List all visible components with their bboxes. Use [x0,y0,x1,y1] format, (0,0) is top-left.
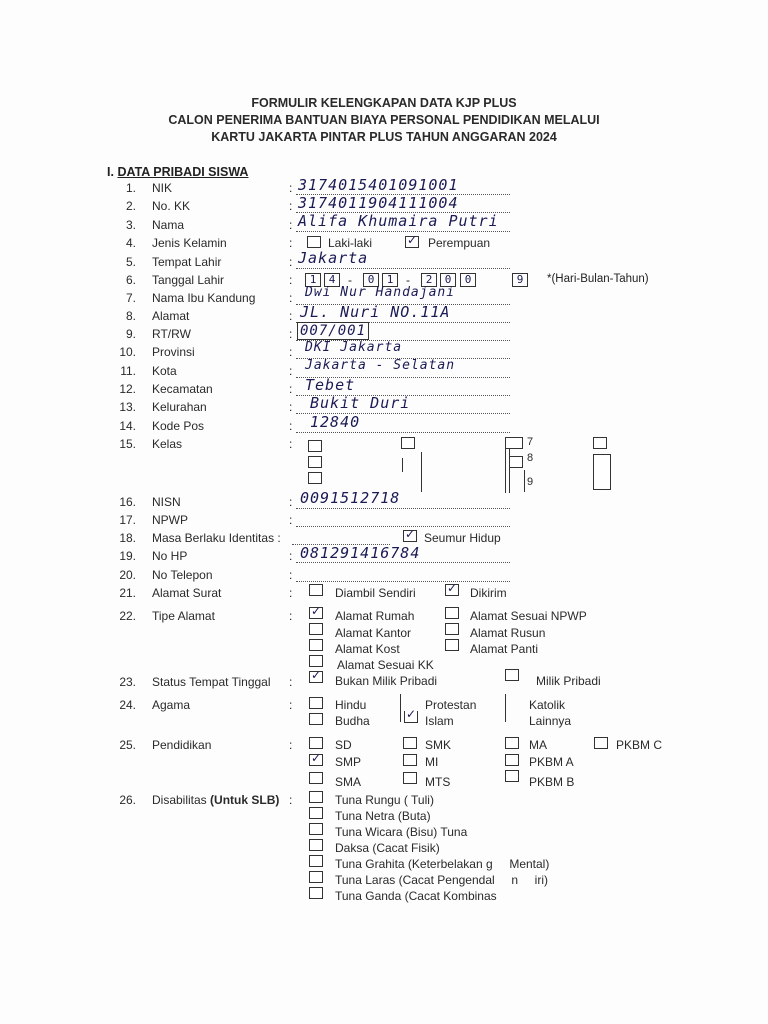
tipe-alamat-npwp-checkbox[interactable] [445,607,459,619]
pendidikan-sma-label: SMA [335,775,362,789]
kelas-8-label: 8 [527,452,534,464]
field-agama-label: Agama [152,698,191,712]
field-3-number: 3. [125,218,136,232]
field-kota-label: Kota [152,364,177,378]
tipe-alamat-rusun-checkbox[interactable] [445,623,459,635]
pendidikan-smp-label: SMP [335,755,362,769]
disabilitas-option: Daksa (Cacat Fisik) [335,841,440,855]
field-20-number: 20. [119,568,136,582]
agama-protestan-box[interactable] [400,694,401,722]
field-nama-value[interactable]: Alifa Khumaira Putri [298,212,499,230]
field-masa-berlaku-label: Masa Berlaku Identitas : [152,531,281,545]
field-14-number: 14. [119,419,136,433]
field-provinsi-label: Provinsi [152,345,195,359]
dob-year-1[interactable]: 2 [421,273,437,287]
pendidikan-pkbma-label: PKBM A [529,755,574,769]
agama-hindu-checkbox[interactable] [309,697,323,709]
agama-budha-checkbox[interactable] [309,713,323,725]
form-title-line2: CALON PENERIMA BANTUAN BIAYA PERSONAL PENDIDIKAN MELALUI [168,113,600,127]
agama-lainnya-label: Lainnya [529,714,572,728]
disabilitas-checkbox[interactable] [309,887,323,899]
colon: : [289,738,293,752]
field-nama-label: Nama [152,218,185,232]
seumur-hidup-label: Seumur Hidup [424,531,501,545]
field-19-number: 19. [119,549,136,563]
gender-male-label: Laki-laki [328,236,373,250]
dob-separator: - [406,273,410,287]
tipe-alamat-npwp-label: Alamat Sesuai NPWP [470,609,587,623]
alamat-surat-dikirim-label: Dikirim [470,586,507,600]
field-7-number: 7. [125,291,136,305]
tipe-alamat-kantor-label: Alamat Kantor [335,626,412,640]
disabilitas-option: Tuna Ganda (Cacat Kombinas [335,889,497,903]
field-kelas-label: Kelas [152,437,183,451]
colon: : [289,495,293,509]
pendidikan-ma-label: MA [529,738,547,752]
field-provinsi-value[interactable]: DKI Jakarta [305,340,403,355]
pendidikan-pkbmb-checkbox[interactable] [505,770,519,782]
field-13-number: 13. [119,400,136,414]
agama-budha-label: Budha [335,714,370,728]
gender-female-label: Perempuan [428,236,491,250]
pendidikan-sd-checkbox[interactable] [309,737,323,749]
colon: : [289,675,293,689]
field-ibu-label: Nama Ibu Kandung [152,291,256,305]
field-nisn-value[interactable]: 0091512718 [300,489,401,507]
pendidikan-pkbma-checkbox[interactable] [505,754,519,766]
field-alamat-label: Alamat [152,309,190,323]
section-title: DATA PRIBADI SISWA [117,165,249,179]
kelas-line [421,452,422,492]
field-9-number: 9. [125,327,136,341]
pendidikan-mi-checkbox[interactable] [403,754,417,766]
field-nik-value[interactable]: 3174015401091001 [298,176,459,194]
field-nisn-label: NISN [152,495,181,509]
field-kelurahan-label: Kelurahan [152,400,207,414]
field-alamat-value[interactable]: JL. Nuri NO.11A [300,303,451,321]
field-kecamatan-label: Kecamatan [152,382,213,396]
field-8-number: 8. [125,309,136,323]
colon: : [289,793,293,807]
tipe-alamat-panti-label: Alamat Panti [470,642,539,656]
pendidikan-mts-checkbox[interactable] [403,772,417,784]
kelas-checkbox[interactable] [593,437,607,449]
colon: : [289,364,293,378]
field-nama-line [296,230,510,232]
kelas-7-label: 7 [527,436,534,448]
field-12-number: 12. [119,382,136,396]
tipe-alamat-panti-checkbox[interactable] [445,639,459,651]
dob-format-note: *(Hari-Bulan-Tahun) [547,273,649,285]
pendidikan-pkbmc-label: PKBM C [616,738,663,752]
tipe-alamat-kost-checkbox[interactable] [309,639,323,651]
tipe-alamat-kantor-checkbox[interactable] [309,623,323,635]
agama-islam-label: Islam [425,714,454,728]
field-telepon-label: No Telepon [152,568,213,582]
field-tempat-lahir-label: Tempat Lahir [152,255,222,269]
kelas-checkbox[interactable] [308,440,322,452]
kelas-checkbox[interactable] [401,437,415,449]
colon: : [289,181,293,195]
pendidikan-mi-label: MI [425,755,439,769]
kelas-checkbox[interactable] [593,454,611,490]
field-nisn-line [296,507,510,509]
status-milik-label: Milik Pribadi [536,674,601,688]
agama-islam-checkbox[interactable] [404,711,418,723]
field-alamat-surat-label: Alamat Surat [152,586,222,600]
disabilitas-option: Tuna Grahita (Keterbelakan g Mental) [335,857,550,871]
disabilitas-option: Tuna Laras (Cacat Pengendal n iri) [335,873,548,887]
field-kk-value[interactable]: 3174011904111004 [298,194,459,212]
field-nohp-value[interactable]: 081291416784 [300,544,421,562]
field-6-number: 6. [125,273,136,287]
pendidikan-smk-checkbox[interactable] [403,737,417,749]
colon: : [289,199,293,213]
alamat-surat-diambil-label: Diambil Sendiri [335,586,416,600]
field-nohp-label: No HP [152,549,188,563]
colon: : [289,400,293,414]
field-24-number: 24. [119,698,136,712]
field-rtrw-label: RT/RW [152,327,191,341]
field-kodepos-label: Kode Pos [152,419,205,433]
colon: : [289,273,293,287]
kelas-checkbox[interactable] [308,456,322,468]
field-kk-label: No. KK [152,199,191,213]
colon: : [289,327,293,341]
field-kecamatan-value[interactable]: Tebet [305,376,356,394]
dob-year-3[interactable]: 0 [460,273,476,287]
disabilitas-checkbox[interactable] [309,871,323,883]
dob-separator: - [348,273,352,287]
field-kodepos-line [296,431,510,433]
disabilitas-checkbox[interactable] [309,855,323,867]
colon: : [289,609,293,623]
dob-year-2[interactable]: 0 [440,273,456,287]
disabilitas-checkbox[interactable] [309,807,323,819]
dob-month-2[interactable]: 1 [382,273,398,287]
field-rtrw-value[interactable]: 007/001 [297,322,369,340]
form-title-line3: KARTU JAKARTA PINTAR PLUS TAHUN ANGGARAN 2024 [211,130,557,144]
kelas-checkbox[interactable] [308,472,322,484]
field-17-number: 17. [119,513,136,527]
tipe-alamat-kk-checkbox[interactable] [309,655,323,667]
field-25-number: 25. [119,738,136,752]
kelas-line [524,470,525,492]
status-milik-checkbox[interactable] [505,669,519,681]
colon: : [289,218,293,232]
dob-day-1[interactable]: 1 [305,273,321,287]
seumur-hidup-checkbox[interactable] [403,530,417,542]
dob-day-2[interactable]: 4 [324,273,340,287]
field-tipe-alamat-label: Tipe Alamat [152,609,215,623]
colon: : [289,698,293,712]
colon: : [289,437,293,451]
kelas-line [402,458,403,472]
field-tanggal-lahir-label: Tanggal Lahir [152,273,225,287]
colon: : [289,291,293,305]
tipe-alamat-kk-label: Alamat Sesuai KK [337,658,434,672]
disabilitas-checkbox[interactable] [309,839,323,851]
colon: : [289,549,293,563]
pendidikan-sma-checkbox[interactable] [309,772,323,784]
disabilitas-option: Tuna Netra (Buta) [335,809,431,823]
pendidikan-smk-label: SMK [425,738,452,752]
disabilitas-label-bold: (Untuk SLB) [210,793,280,807]
pendidikan-sd-label: SD [335,738,352,752]
colon: : [289,586,293,600]
dob-month-1[interactable]: 0 [363,273,379,287]
pendidikan-smp-checkbox[interactable] [309,754,323,766]
disabilitas-option: Tuna Rungu ( Tuli) [335,793,434,807]
field-15-number: 15. [119,437,136,451]
field-kelurahan-value[interactable]: Bukit Duri [310,394,411,412]
colon: : [289,345,293,359]
field-disabilitas-label [152,793,279,807]
field-kota-value[interactable]: Jakarta - Selatan [305,358,456,373]
field-1-number: 1. [125,181,136,195]
field-nik-label: NIK [152,181,173,195]
form-title-line1: FORMULIR KELENGKAPAN DATA KJP PLUS [251,96,517,110]
gender-male-checkbox[interactable] [307,236,321,248]
colon: : [289,419,293,433]
colon: : [289,236,293,250]
gender-female-checkbox[interactable] [405,236,419,248]
tipe-alamat-rusun-label: Alamat Rusun [470,626,546,640]
alamat-surat-dikirim-checkbox[interactable] [445,584,459,596]
field-18-number: 18. [119,531,136,545]
tipe-alamat-rumah-checkbox[interactable] [309,607,323,619]
status-bukan-milik-label: Bukan Milik Pribadi [335,674,438,688]
colon: : [289,568,293,582]
field-22-number: 22. [119,609,136,623]
kelas-9-label: 9 [527,476,534,488]
colon: : [289,255,293,269]
field-5-number: 5. [125,255,136,269]
tipe-alamat-rumah-label: Alamat Rumah [335,609,415,623]
field-11-number: 11. [120,364,136,378]
field-tempat-lahir-value[interactable]: Jakarta [298,249,369,267]
field-ibu-value[interactable]: Dwi Nur Handajani [305,285,456,300]
field-tempat-lahir-line [296,267,510,269]
colon: : [289,382,293,396]
status-bukan-milik-checkbox[interactable] [309,671,323,683]
field-gender-label: Jenis Kelamin [152,236,227,250]
field-2-number: 2. [125,199,136,213]
field-npwp-line[interactable] [296,525,510,527]
pendidikan-pkbmc-checkbox[interactable] [594,737,608,749]
field-status-tinggal-label: Status Tempat Tinggal [152,675,271,689]
pendidikan-pkbmb-label: PKBM B [529,775,575,789]
field-16-number: 16. [119,495,136,509]
kelas-7-checkbox[interactable] [505,437,523,449]
field-23-number: 23. [119,675,136,689]
colon: : [289,309,293,323]
pendidikan-ma-checkbox[interactable] [505,737,519,749]
disabilitas-label-text: Disabilitas [152,793,207,807]
disabilitas-checkbox[interactable] [309,823,323,835]
agama-hindu-label: Hindu [335,698,367,712]
field-26-number: 26. [119,793,136,807]
kelas-8-checkbox[interactable] [509,456,523,468]
field-10-number: 10. [119,345,136,359]
field-npwp-label: NPWP [152,513,188,527]
section-number: I. [107,165,114,179]
pendidikan-mts-label: MTS [425,775,451,789]
tipe-alamat-kost-label: Alamat Kost [335,642,400,656]
colon: : [289,513,293,527]
disabilitas-option: Tuna Wicara (Bisu) Tuna [335,825,468,839]
kelas-line [505,449,506,493]
field-pendidikan-label: Pendidikan [152,738,212,752]
agama-protestan-label: Protestan [425,698,477,712]
field-4-number: 4. [125,236,136,250]
agama-katolik-box[interactable] [505,694,506,722]
field-21-number: 21. [119,586,136,600]
section-heading [107,165,248,179]
alamat-surat-diambil-checkbox[interactable] [309,584,323,596]
dob-year-4[interactable]: 9 [512,273,528,287]
disabilitas-checkbox[interactable] [309,791,323,803]
field-kodepos-value[interactable]: 12840 [310,413,361,431]
agama-katolik-label: Katolik [529,698,566,712]
field-telepon-line[interactable] [296,580,510,582]
